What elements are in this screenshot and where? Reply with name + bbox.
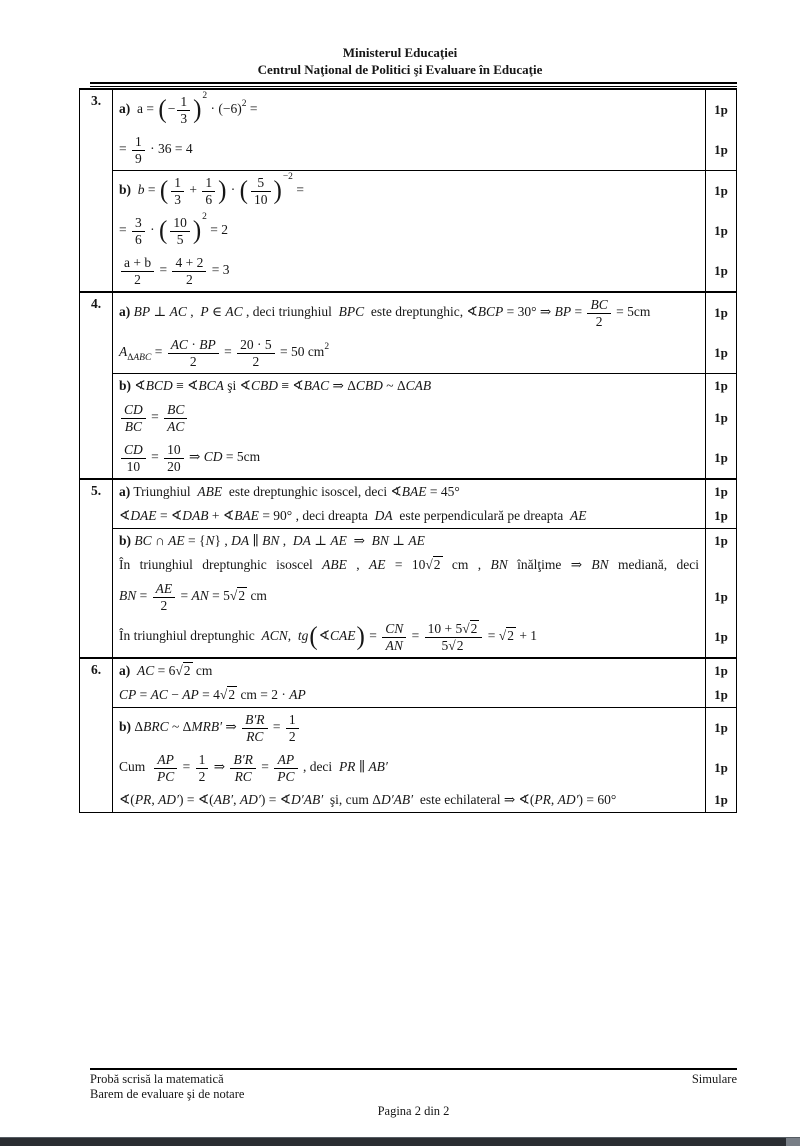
answer-content: = $\frac{1}{9}$ · 36 = 4: [119, 134, 193, 166]
answer-line: [113, 130, 736, 170]
answer-line: [113, 333, 736, 373]
problem-row: [80, 90, 736, 293]
answer-subrow: [113, 374, 736, 478]
answer-subrow: [113, 708, 736, 812]
answer-content: $\frac{CD}{BC}$ = $\frac{BC}{AC}$: [113, 398, 705, 438]
answer-line: [113, 438, 736, 478]
problem-subrows: [113, 293, 736, 478]
barem-table: [79, 88, 737, 813]
center-title: Centrul Naţional de Politici şi Evaluare în Educaţie: [257, 61, 543, 77]
answer-content: a) Triunghiul ABE este dreptunghic isoscel, deci ∢BAE = 45°: [119, 484, 460, 500]
points-cell: 1p: [705, 438, 736, 478]
answer-subrow: [113, 171, 736, 291]
points-cell: 1p: [705, 504, 736, 528]
answer-line: [113, 529, 736, 553]
problem-subrows: [113, 659, 736, 812]
doc-header: [0, 0, 800, 79]
points-cell: 1p: [705, 374, 736, 398]
footer-page-number: Pagina 2 din 2: [377, 1104, 450, 1118]
points-cell: [705, 553, 736, 577]
answer-line: [113, 708, 736, 748]
answer-content: b) ΔBRC ~ ΔMRB′ ⇒ $\frac{B'R}{RC}$ = $\frac{1}{2}$: [113, 708, 705, 748]
answer-line: [113, 90, 736, 130]
points-cell: 1p: [705, 748, 736, 788]
answer-content: b) b = ( $\frac{1}{3}$ + $\frac{1}{6}$ ) · ( $\frac{5}{10}$ )$^{-2}$ =: [119, 172, 304, 207]
answer-line: [113, 171, 736, 211]
window-bottom-bar: [0, 1137, 800, 1146]
answer-line: [113, 659, 736, 683]
points-cell: 1p: [705, 577, 736, 617]
answer-line: [113, 617, 736, 657]
footer-rubric-label: Barem de evaluare şi de notare: [90, 1087, 245, 1101]
problem-number: 4.: [80, 293, 113, 478]
answer-content: ∢(PR, AD′) = ∢(AB′, AD′) = ∢D′AB′ şi, cum ΔD′AB′ este echilateral ⇒ ∢(PR, AD′) = 60°: [119, 792, 617, 808]
answer-subrow: [113, 659, 736, 708]
answer-content: Cum $\frac{AP}{PC}$ = $\frac{1}{2}$ ⇒ $\frac{B'R}{RC}$ = $\frac{AP}{PC}$ , deci PR ∥ AB′: [119, 752, 388, 784]
points-cell: 1p: [705, 251, 736, 291]
points-cell: 1p: [705, 293, 736, 333]
points-cell: 1p: [705, 211, 736, 251]
answer-content: b) BC ∩ AE = {N} , DA ∥ BN , DA ⊥ AE ⇒ BN ⊥ AE: [119, 533, 425, 549]
answer-content: a) BP ⊥ AC , P ∈ AC , deci triunghiul BPC este dreptunghic, ∢BCP = 30° ⇒ BP = $\frac{BC}{2}$ = 5cm: [119, 297, 651, 329]
problem-row: [80, 293, 736, 480]
points-cell: 1p: [705, 90, 736, 130]
problem-number: 3.: [80, 90, 113, 291]
footer-exam-type: Probă scrisă la matematică: [90, 1072, 224, 1086]
problem-row: [80, 659, 736, 812]
footer-rule: [90, 1068, 737, 1070]
window-bottom-bar-corner: [786, 1138, 800, 1146]
points-cell: 1p: [705, 130, 736, 170]
answer-content: b) ∢BCD ≡ ∢BCA şi ∢CBD ≡ ∢BAC ⇒ ΔCBD ~ ΔCAB: [119, 378, 432, 394]
header-rule: [90, 82, 737, 87]
answer-subrow: [113, 529, 736, 657]
answer-content: CP = AC − AP = 4√2 cm = 2 · AP: [119, 687, 306, 703]
answer-line: [113, 293, 736, 333]
points-cell: 1p: [705, 171, 736, 211]
points-cell: 1p: [705, 529, 736, 553]
answer-line: [113, 577, 736, 617]
points-cell: 1p: [705, 788, 736, 812]
answer-line: [113, 211, 736, 251]
answer-line: [113, 683, 736, 707]
points-cell: 1p: [705, 683, 736, 707]
footer-session: Simulare: [691, 1072, 737, 1086]
answer-content: a) AC = 6√2 cm: [119, 663, 213, 679]
answer-content: În triunghiul dreptunghic ACN, tg(∢CAE) = $\frac{CN}{AN}$ = $\frac{10 + 5√2}{5√2}$ = √2 + 1: [119, 621, 538, 653]
answer-line: [113, 251, 736, 291]
points-cell: 1p: [705, 617, 736, 657]
problem-subrows: [113, 90, 736, 291]
doc-footer: [90, 1068, 737, 1119]
points-cell: 1p: [705, 398, 736, 438]
answer-subrow: [113, 90, 736, 171]
answer-content: BN = $\frac{AE}{2}$ = AN = 5√2 cm: [119, 581, 267, 613]
ministry-title: Ministerul Educaţiei: [342, 45, 458, 60]
problem-number: 6.: [80, 659, 113, 812]
points-cell: 1p: [705, 480, 736, 504]
answer-line: [113, 504, 736, 528]
answer-subrow: [113, 293, 736, 374]
answer-content: În triunghiul dreptunghic isoscel ABE , AE = 10√2 cm , BN înălţime ⇒ BN mediană, deci: [119, 557, 699, 573]
answer-line: [113, 480, 736, 504]
points-cell: 1p: [705, 333, 736, 373]
problem-number: 5.: [80, 480, 113, 657]
answer-content: = $\frac{3}{6}$ · ( $\frac{10}{5}$ )$^2$ = 2: [119, 212, 229, 247]
answer-line: [113, 748, 736, 788]
answer-line: [113, 398, 736, 438]
answer-content: $A_{\Delta ABC}$ = $\frac{AC \cdot BP}{2}$ = $\frac{20 \cdot 5}{2}$ = 50 $cm^2$: [119, 337, 330, 369]
answer-content: a) a = (− $\frac{1}{3}$ )$^2 \cdot (-6)^2$ =: [119, 91, 258, 126]
answer-line: [113, 788, 736, 812]
problem-row: [80, 480, 736, 659]
points-cell: 1p: [705, 659, 736, 683]
answer-content: ∢DAE = ∢DAB + ∢BAE = 90° , deci dreapta DA este perpendiculară pe dreapta AE: [119, 508, 587, 524]
answer-content: $\frac{a + b}{2}$ = $\frac{4 + 2}{2}$ = 3: [113, 251, 705, 291]
answer-content: $\frac{CD}{10}$ = $\frac{10}{20}$ ⇒ CD = 5cm: [113, 438, 705, 478]
answer-line: [113, 374, 736, 398]
problem-subrows: [113, 480, 736, 657]
answer-subrow: [113, 480, 736, 529]
answer-line: [113, 553, 736, 577]
points-cell: 1p: [705, 708, 736, 748]
